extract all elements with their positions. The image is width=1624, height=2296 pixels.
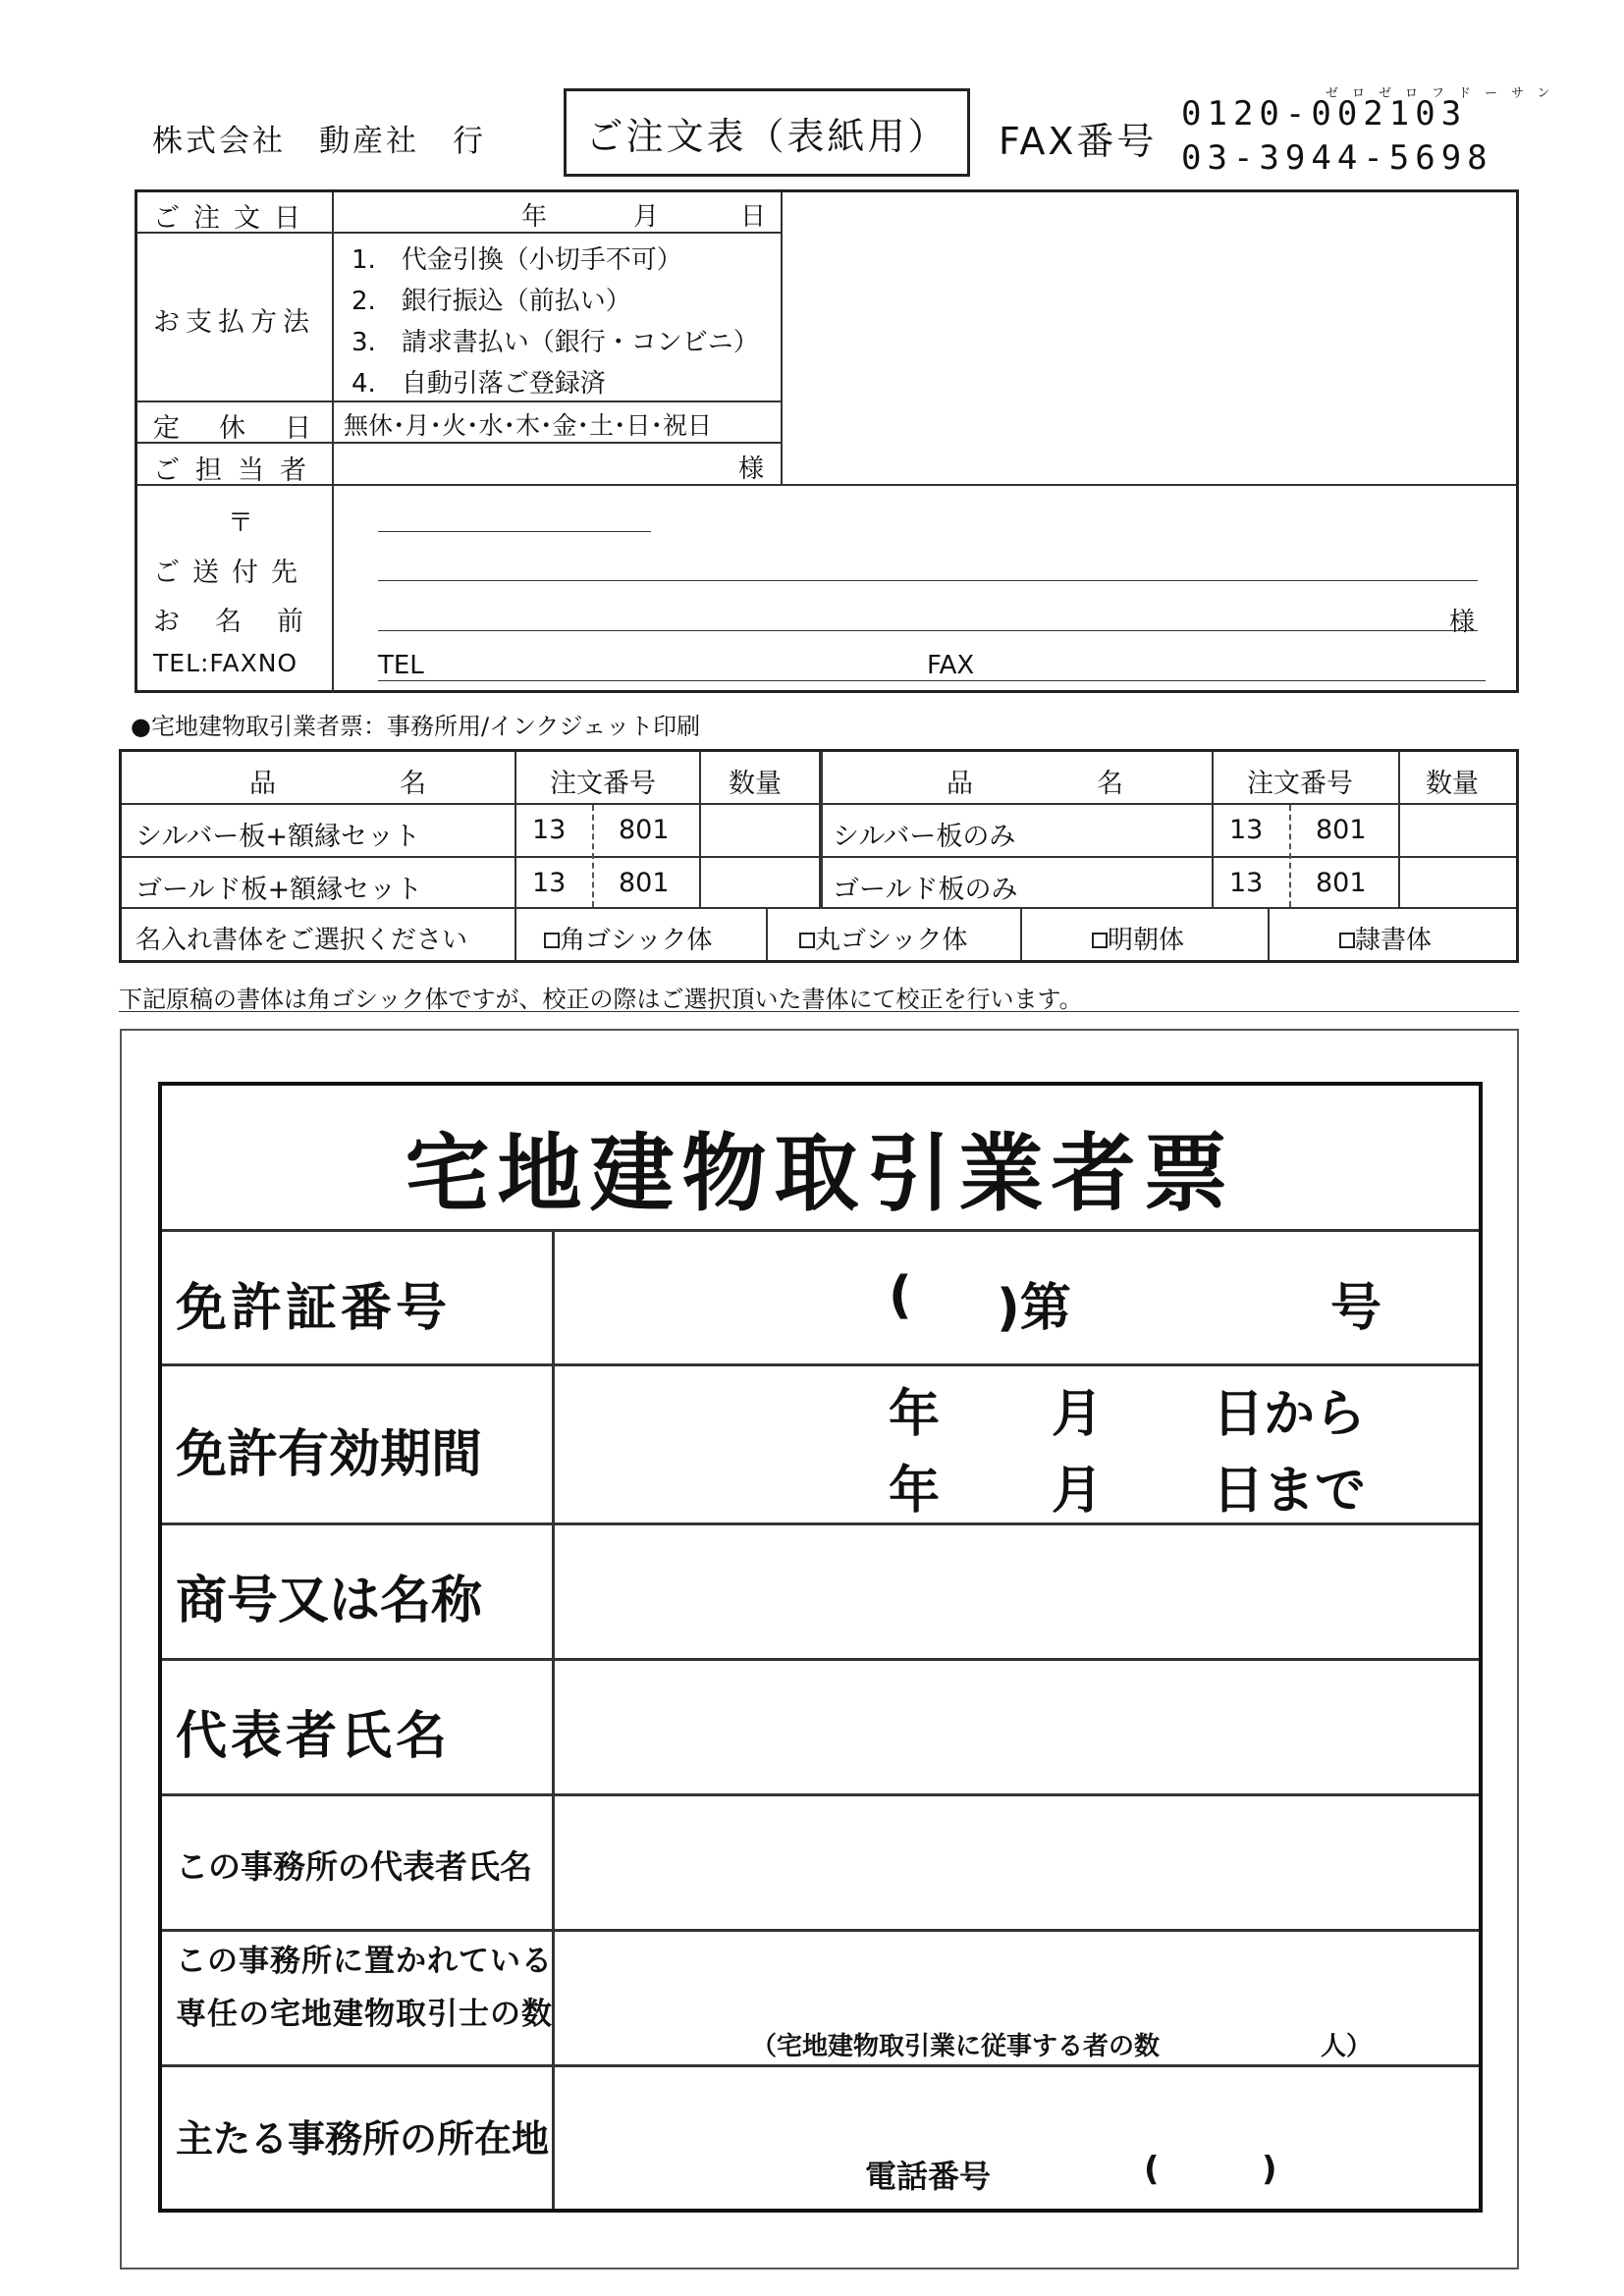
divider — [162, 1229, 1479, 1232]
address-label: ご送付先 — [153, 558, 310, 588]
product-name: シルバー板のみ — [833, 822, 1016, 852]
row-label-representative: 代表者氏名 — [176, 1707, 452, 1766]
staff-note-close: 人） — [1321, 2032, 1373, 2061]
period-year-2: 年 — [889, 1462, 941, 1521]
product-code: 801 — [1316, 815, 1367, 845]
divider — [552, 1229, 555, 2209]
checkbox-icon[interactable] — [1092, 933, 1108, 948]
sign-title: 宅地建物取引業者票 — [405, 1125, 1236, 1223]
tel-fax-label: TEL:FAXNO — [153, 649, 298, 677]
name-label: お名前 — [153, 607, 339, 637]
phone-open: ( — [1144, 2150, 1160, 2189]
postal-mark: 〒 — [228, 508, 254, 538]
product-code: 801 — [619, 868, 670, 898]
payment-option-1[interactable]: 1. 代金引換（小切手不可） — [352, 245, 682, 275]
font-option-kakugo[interactable] — [544, 920, 712, 956]
order-date-month: 月 — [633, 202, 660, 232]
staff-note-open: （宅地建物取引業に従事する者の数 — [751, 2032, 1161, 2061]
divider — [162, 1929, 1479, 1932]
tel-fax-field[interactable] — [378, 680, 1486, 681]
payment-label: お支払方法 — [153, 307, 315, 338]
order-date-day: 日 — [740, 202, 767, 232]
payment-option-2[interactable]: 2. 銀行振込（前払い） — [352, 287, 631, 316]
phone-close: ) — [1262, 2150, 1277, 2189]
product-code: 801 — [1316, 868, 1367, 898]
tel-field-label: TEL — [378, 651, 424, 680]
payment-option-3[interactable]: 3. 請求書払い（銀行・コンビニ） — [352, 328, 759, 357]
product-name: シルバー板+額縁セット — [135, 822, 421, 852]
row-label-office-rep: この事務所の代表者氏名 — [176, 1847, 532, 1886]
product-code: 801 — [619, 815, 670, 845]
products-table — [119, 749, 1519, 963]
fax-label: FAX番号 — [999, 120, 1158, 163]
divider — [162, 1522, 1479, 1525]
font-option-reisho[interactable] — [1339, 920, 1432, 956]
quantity-field[interactable] — [1402, 860, 1514, 905]
col-code-right: 注文番号 — [1247, 769, 1353, 799]
divider — [1268, 907, 1270, 960]
address-field[interactable] — [378, 580, 1478, 581]
fax-number-2: 03-3944-5698 — [1181, 138, 1493, 178]
checkbox-icon[interactable] — [1339, 933, 1355, 948]
divider — [819, 752, 823, 907]
divider — [1212, 752, 1214, 907]
checkbox-icon[interactable] — [799, 933, 815, 948]
font-option-label: 隷書体 — [1355, 926, 1433, 955]
products-caption: ●宅地建物取引業者票：事務所用/インクジェット印刷 — [131, 713, 701, 740]
form-title-text: ご注文表（表紙用） — [585, 114, 948, 158]
divider — [137, 400, 781, 402]
name-suffix: 様 — [1449, 608, 1476, 637]
divider — [781, 192, 783, 484]
quantity-field[interactable] — [703, 860, 815, 905]
divider — [137, 484, 1516, 486]
font-option-marugo[interactable] — [799, 920, 967, 956]
fax-field-label: FAX — [927, 651, 975, 680]
fax-ruby: ゼロゼロフドーサン — [1326, 86, 1564, 101]
row-label-staff-2: 専任の宅地建物取引士の数 — [176, 1997, 553, 2032]
phone-label: 電話番号 — [865, 2158, 992, 2195]
license-suffix: 号 — [1330, 1279, 1382, 1338]
form-title — [564, 88, 970, 177]
divider — [162, 1658, 1479, 1661]
divider — [514, 752, 516, 960]
product-name: ゴールド板のみ — [833, 875, 1018, 905]
font-option-label: 丸ゴシック体 — [815, 926, 968, 955]
person-label: ご担当者 — [153, 455, 322, 486]
product-prefix: 13 — [532, 868, 567, 898]
divider — [122, 907, 1516, 909]
row-label-period: 免許有効期間 — [176, 1425, 483, 1484]
checkbox-icon[interactable] — [544, 933, 560, 948]
product-name: ゴールド板+額縁セット — [135, 875, 423, 905]
row-label-main-office: 主たる事務所の所在地 — [176, 2117, 550, 2161]
quantity-field[interactable] — [1402, 807, 1514, 854]
license-close: )第 — [997, 1279, 1071, 1338]
divider — [162, 2064, 1479, 2067]
order-date-year: 年 — [521, 202, 548, 232]
divider — [699, 752, 701, 907]
order-table — [135, 189, 1519, 693]
row-label-staff-1: この事務所に置かれている — [176, 1944, 553, 1979]
font-option-label: 明朝体 — [1108, 926, 1185, 955]
period-from: 日から — [1213, 1385, 1367, 1444]
product-prefix: 13 — [532, 815, 567, 845]
order-date-label: ご注文日 — [153, 203, 314, 234]
period-month-1: 月 — [1052, 1385, 1104, 1444]
product-prefix: 13 — [1229, 868, 1264, 898]
fax-number-1: 0120-002103 — [1181, 94, 1468, 133]
sign-board — [158, 1082, 1483, 2213]
person-suffix: 様 — [738, 454, 765, 484]
period-year-1: 年 — [889, 1385, 941, 1444]
row-label-trade-name: 商号又は名称 — [176, 1572, 483, 1630]
divider — [1398, 752, 1400, 907]
divider — [592, 805, 594, 907]
period-to: 日まで — [1213, 1462, 1367, 1521]
font-option-label: 角ゴシック体 — [560, 926, 713, 955]
divider — [766, 907, 768, 960]
col-name-right: 品 名 — [947, 769, 1147, 799]
company-name: 株式会社 動産社 行 — [152, 124, 486, 159]
row-label-license: 免許証番号 — [176, 1279, 452, 1338]
payment-option-4[interactable]: 4. 自動引落ご登録済 — [352, 369, 606, 399]
divider — [162, 1793, 1479, 1796]
font-option-mincho[interactable] — [1092, 920, 1184, 956]
period-month-2: 月 — [1052, 1462, 1104, 1521]
holiday-value: 無休･月･火･水･木･金･土･日･祝日 — [344, 411, 713, 440]
col-name-left: 品 名 — [249, 769, 450, 799]
product-prefix: 13 — [1229, 815, 1264, 845]
divider — [119, 1011, 1519, 1012]
col-code-left: 注文番号 — [550, 769, 656, 799]
divider — [1289, 805, 1291, 907]
license-open: ( — [889, 1266, 912, 1325]
name-field[interactable] — [378, 630, 1478, 631]
quantity-field[interactable] — [703, 807, 815, 854]
col-qty-left: 数量 — [729, 769, 782, 799]
font-note: 下記原稿の書体は角ゴシック体ですが、校正の際はご選択頂いた書体にて校正を行います。 — [119, 986, 1083, 1013]
col-qty-right: 数量 — [1426, 769, 1479, 799]
holiday-label: 定休日 — [153, 413, 351, 444]
divider — [162, 1363, 1479, 1366]
divider — [1020, 907, 1022, 960]
font-prompt: 名入れ書体をご選択ください — [135, 926, 468, 955]
postal-field[interactable] — [378, 531, 651, 532]
